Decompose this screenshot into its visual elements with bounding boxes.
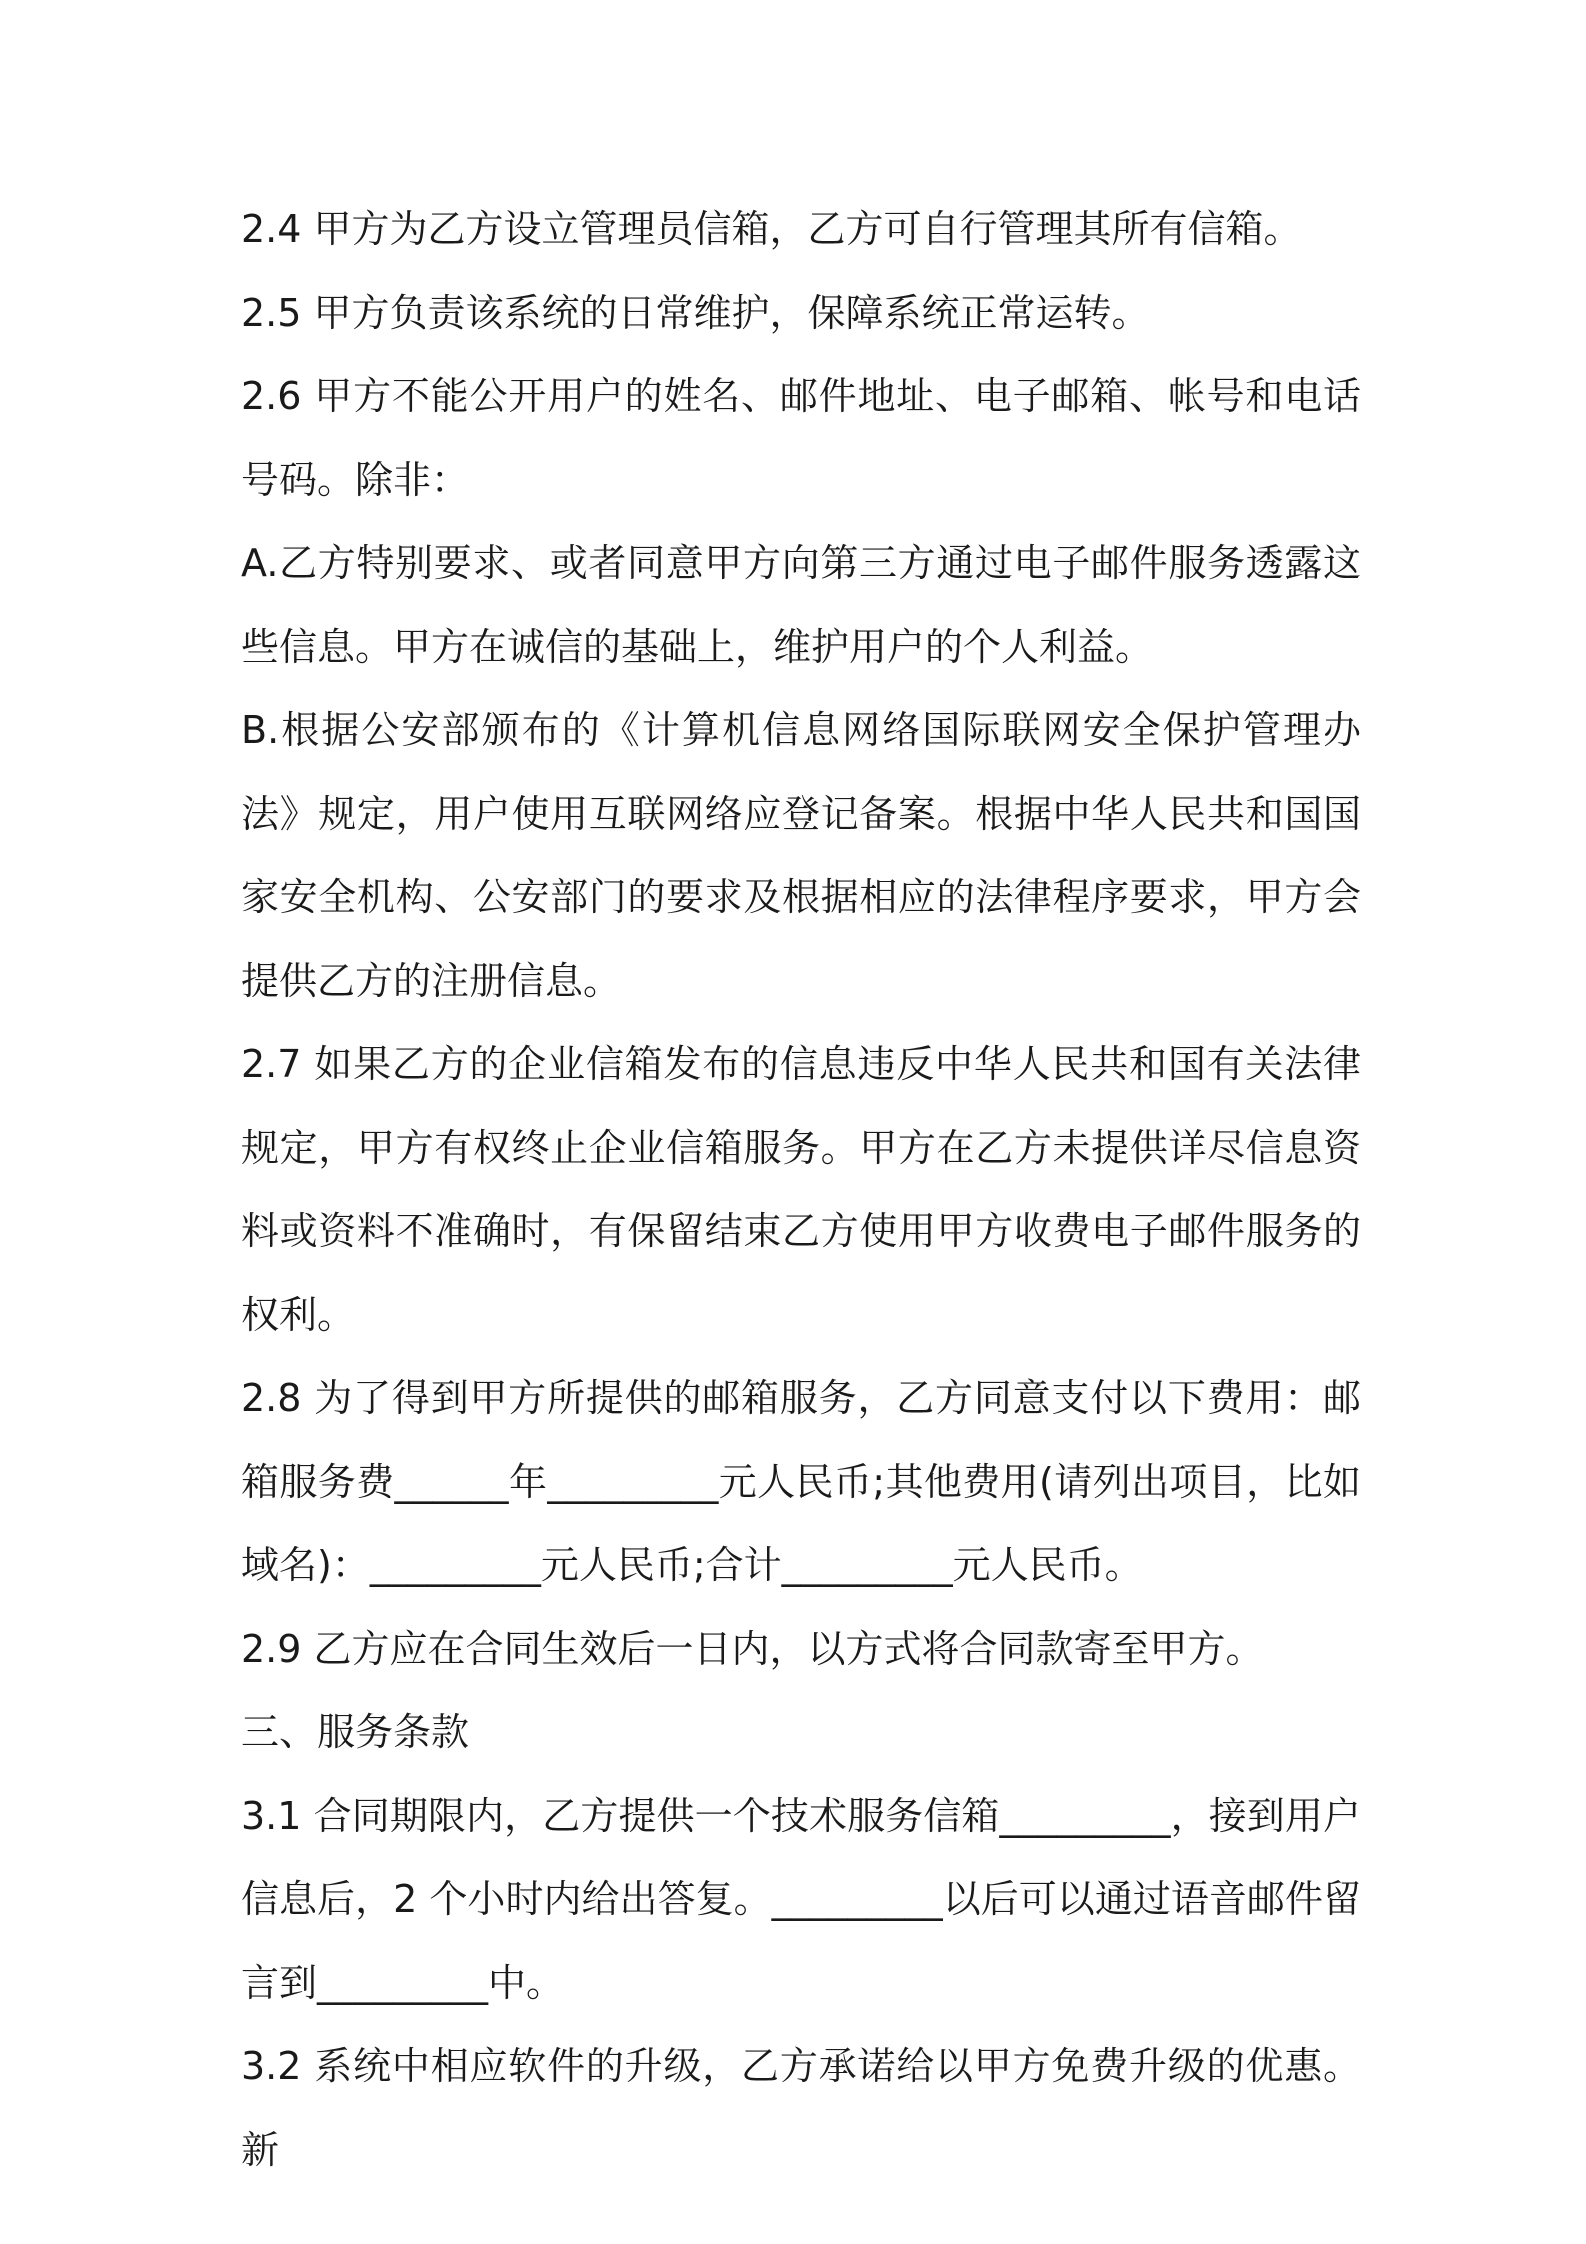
clause-2-8: 2.8 为了得到甲方所提供的邮箱服务，乙方同意支付以下费用：邮箱服务费______年_________元人民币;其他费用(请列出项目，比如域名)：_________元人民币;合计_________元人民币。 — [241, 1376, 1361, 1587]
clause-3-2: 3.2 系统中相应软件的升级，乙方承诺给以甲方免费升级的优惠。新 — [241, 2044, 1361, 2172]
clause-2-6-b: B.根据公安部颁布的《计算机信息网络国际联网安全保护管理办法》规定，用户使用互联网络应登记备案。根据中华人民共和国国家安全机构、公安部门的要求及根据相应的法律程序要求，甲方会提供乙方的注册信息。 — [241, 708, 1361, 1003]
section-heading-3: 三、服务条款 — [241, 1710, 470, 1754]
clause-2-9: 2.9 乙方应在合同生效后一日内，以方式将合同款寄至甲方。 — [241, 1626, 1264, 1671]
clause-2-4: 2.4 甲方为乙方设立管理员信箱，乙方可自行管理其所有信箱。 — [241, 207, 1302, 251]
clause-2-6-a: A.乙方特别要求、或者同意甲方向第三方通过电子邮件服务透露这些信息。甲方在诚信的基础上，维护用户的个人利益。 — [241, 541, 1361, 669]
clause-2-7: 2.7 如果乙方的企业信箱发布的信息违反中华人民共和国有关法律规定，甲方有权终止企业信箱服务。甲方在乙方未提供详尽信息资料或资料不准确时，有保留结束乙方使用甲方收费电子邮件服务的权利。 — [241, 1042, 1361, 1337]
document-body — [241, 188, 1361, 2192]
clause-2-6: 2.6 甲方不能公开用户的姓名、邮件地址、电子邮箱、帐号和电话号码。除非： — [241, 374, 1361, 502]
clause-2-5: 2.5 甲方负责该系统的日常维护，保障系统正常运转。 — [241, 290, 1150, 335]
clause-3-1: 3.1 合同期限内，乙方提供一个技术服务信箱_________，接到用户信息后，2 个小时内给出答复。_________以后可以通过语音邮件留言到_________中。 — [241, 1793, 1361, 2005]
